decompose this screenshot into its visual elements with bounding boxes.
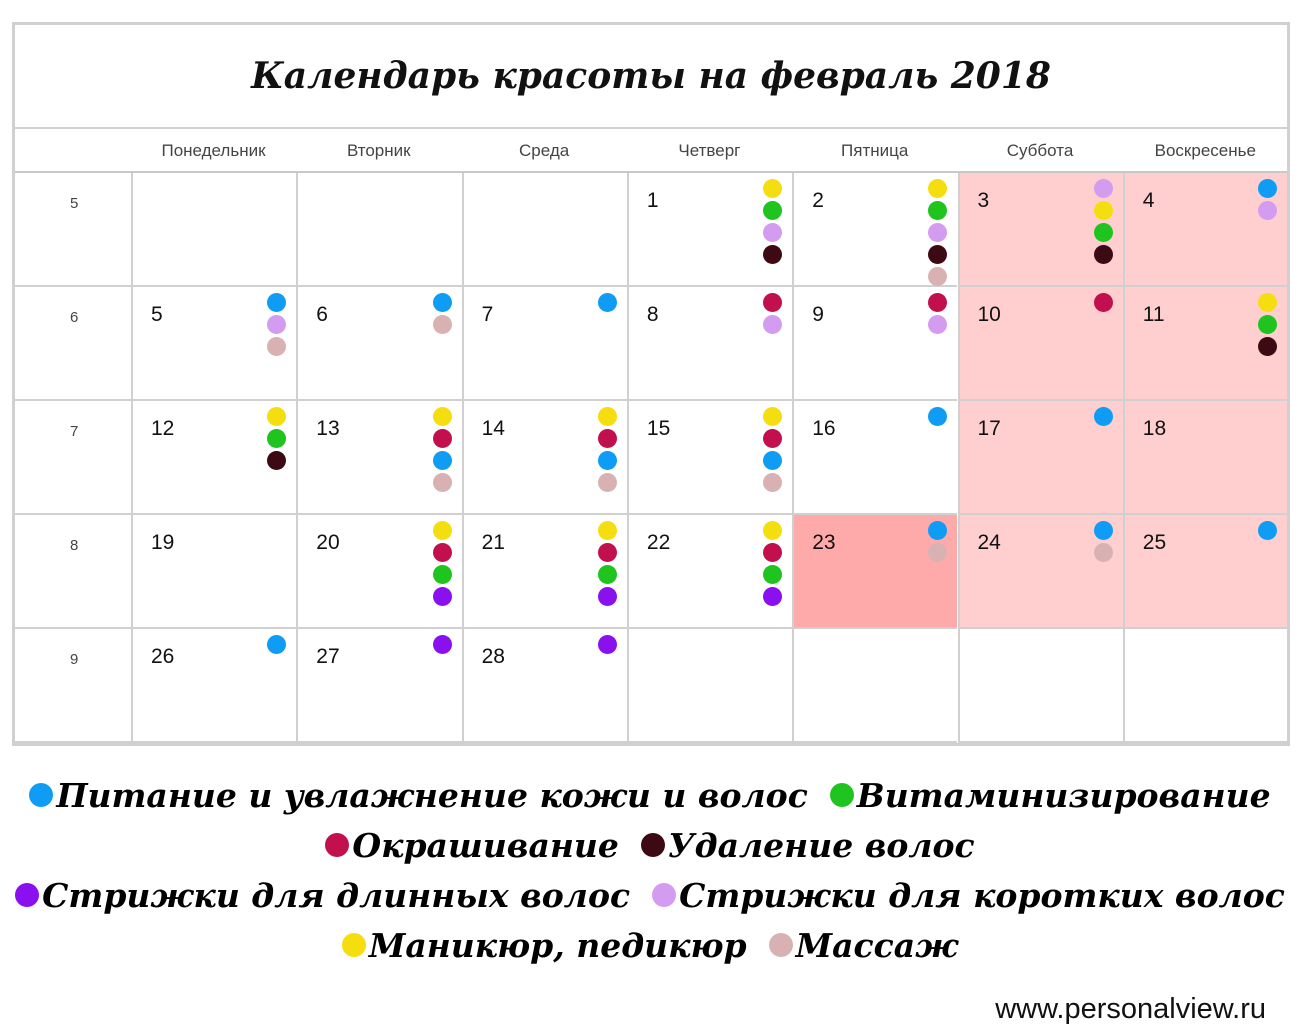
day-cell (627, 401, 792, 515)
activity-dot-long-haircut (598, 587, 617, 606)
activity-dot-long-haircut (598, 635, 617, 654)
weekday-header: Воскресенье (1154, 141, 1256, 160)
legend-dot-manicure (342, 933, 366, 957)
activity-dots (928, 407, 947, 426)
page-title: Календарь красоты на февраль 2018 (15, 25, 1287, 129)
day-number: 23 (812, 531, 836, 554)
legend-dot-short-haircut (652, 883, 676, 907)
activity-dot-nourish (763, 451, 782, 470)
activity-dot-manicure (433, 407, 452, 426)
day-cell (296, 173, 461, 287)
activity-dots (598, 521, 617, 606)
activity-dots (928, 521, 947, 562)
activity-dot-nourish (928, 521, 947, 540)
activity-dots (1094, 521, 1113, 562)
activity-dot-vitamin (1258, 315, 1277, 334)
day-cell (792, 287, 957, 401)
day-cell (1123, 515, 1287, 629)
legend-label: Окрашивание (352, 825, 619, 865)
activity-dot-manicure (433, 521, 452, 540)
day-number: 22 (646, 531, 671, 554)
day-number: 11 (1142, 303, 1165, 326)
activity-dots (1258, 521, 1277, 540)
day-number: 8 (646, 303, 659, 326)
legend-label: Удаление волос (667, 825, 975, 865)
activity-dot-short-haircut (267, 315, 286, 334)
activity-dot-vitamin (267, 429, 286, 448)
day-number: 16 (812, 417, 836, 440)
activity-dot-coloring (433, 429, 452, 448)
legend-item (15, 876, 630, 915)
activity-dot-manicure (763, 407, 782, 426)
activity-dot-short-haircut (1258, 201, 1277, 220)
day-number: 3 (977, 189, 990, 212)
weekday-header: Вторник (346, 141, 411, 160)
day-cell (792, 629, 957, 743)
day-cell (296, 515, 461, 629)
activity-dot-coloring (763, 293, 782, 312)
activity-dot-manicure (598, 407, 617, 426)
activity-dot-nourish (1258, 521, 1277, 540)
activity-dots (433, 635, 452, 654)
legend-label: Витаминизирование (856, 775, 1271, 815)
day-cell (462, 173, 627, 287)
day-cell (792, 401, 957, 515)
activity-dot-hair-removal (1258, 337, 1277, 356)
day-cell (1123, 629, 1287, 743)
day-cell (131, 287, 296, 401)
calendar (12, 22, 1290, 746)
activity-dots (763, 293, 782, 334)
day-cell (627, 173, 792, 287)
activity-dot-manicure (763, 179, 782, 198)
weekday-header: Пятница (841, 141, 909, 160)
activity-dot-massage (433, 315, 452, 334)
activity-dots (1094, 179, 1113, 264)
activity-dot-hair-removal (267, 451, 286, 470)
activity-dots (267, 635, 286, 654)
activity-dot-long-haircut (433, 587, 452, 606)
day-number: 18 (1142, 417, 1167, 440)
activity-dots (763, 521, 782, 606)
activity-dot-nourish (1094, 407, 1113, 426)
activity-dot-hair-removal (763, 245, 782, 264)
legend-label: Массаж (795, 925, 959, 965)
legend-line (0, 820, 1300, 870)
activity-dot-vitamin (433, 565, 452, 584)
day-number: 5 (151, 303, 163, 326)
activity-dot-vitamin (928, 201, 947, 220)
day-cell (462, 401, 627, 515)
activity-dot-manicure (928, 179, 947, 198)
legend-dot-nourish (29, 783, 53, 807)
day-number: 25 (1142, 531, 1167, 554)
day-number: 20 (316, 531, 340, 554)
legend-dot-long-haircut (15, 883, 39, 907)
day-cell (131, 515, 296, 629)
activity-dot-massage (928, 267, 947, 286)
day-cell (792, 515, 957, 629)
day-cell (296, 401, 461, 515)
activity-dot-manicure (267, 407, 286, 426)
weekday-header: Понедельник (161, 141, 266, 160)
activity-dot-coloring (928, 293, 947, 312)
week-number: 8 (70, 537, 79, 554)
activity-dot-vitamin (1094, 223, 1113, 242)
activity-dot-nourish (598, 451, 617, 470)
day-cell (958, 401, 1123, 515)
legend-item (641, 826, 975, 865)
activity-dot-nourish (433, 451, 452, 470)
day-number: 26 (151, 645, 175, 668)
week-number: 6 (70, 309, 79, 326)
activity-dot-coloring (763, 543, 782, 562)
day-cell (296, 629, 461, 743)
weekday-header-row (15, 129, 1287, 173)
legend-label: Стрижки для длинных волос (42, 875, 631, 915)
legend-item (769, 926, 959, 965)
day-number: 2 (812, 189, 824, 212)
day-cell (1123, 401, 1287, 515)
activity-dot-hair-removal (1094, 245, 1113, 264)
legend-label: Маникюр, педикюр (368, 925, 747, 965)
activity-dots (433, 293, 452, 334)
activity-dot-manicure (1258, 293, 1277, 312)
day-number: 17 (977, 417, 1001, 440)
activity-dot-manicure (1094, 201, 1113, 220)
row-divider (15, 741, 131, 743)
activity-dot-nourish (1258, 179, 1277, 198)
legend-item (325, 826, 619, 865)
activity-dot-short-haircut (928, 223, 947, 242)
day-number: 14 (481, 417, 505, 440)
legend-dot-massage (769, 933, 793, 957)
day-cell (131, 173, 296, 287)
week-number: 5 (70, 195, 79, 212)
day-cell (1123, 173, 1287, 287)
day-cell (627, 287, 792, 401)
day-number: 6 (316, 303, 328, 326)
day-number: 9 (812, 303, 824, 326)
day-number: 24 (977, 531, 1001, 554)
activity-dot-massage (763, 473, 782, 492)
activity-dot-manicure (763, 521, 782, 540)
day-number: 12 (151, 417, 175, 440)
activity-dots (1094, 407, 1113, 426)
activity-dot-long-haircut (763, 587, 782, 606)
day-cell (131, 401, 296, 515)
activity-dots (598, 407, 617, 492)
day-number: 13 (316, 417, 340, 440)
day-number: 15 (646, 417, 671, 440)
week-number: 7 (70, 423, 79, 440)
day-number: 27 (316, 645, 340, 668)
activity-dots (1094, 293, 1113, 312)
activity-dot-massage (928, 543, 947, 562)
activity-dots (763, 407, 782, 492)
day-number: 19 (151, 531, 175, 554)
activity-dots (1258, 179, 1277, 220)
website-link: www.personalview.ru (995, 993, 1266, 1025)
activity-dots (433, 521, 452, 606)
activity-dots (433, 407, 452, 492)
weekday-header: Четверг (678, 141, 741, 160)
activity-dots (763, 179, 782, 264)
legend-line (0, 920, 1300, 970)
activity-dot-short-haircut (763, 223, 782, 242)
day-cell (958, 287, 1123, 401)
activity-dot-nourish (267, 293, 286, 312)
activity-dots (267, 407, 286, 470)
activity-dots (928, 293, 947, 334)
legend-label: Питание и увлажнение кожи и волос (56, 775, 808, 815)
activity-dots (928, 179, 947, 286)
day-cell (958, 515, 1123, 629)
day-cell (462, 515, 627, 629)
legend-line (0, 870, 1300, 920)
day-cell (462, 629, 627, 743)
activity-dot-nourish (267, 635, 286, 654)
activity-dot-short-haircut (928, 315, 947, 334)
weekday-header: Суббота (1006, 141, 1074, 160)
activity-dot-coloring (598, 543, 617, 562)
activity-dots (598, 635, 617, 654)
legend-dot-hair-removal (641, 833, 665, 857)
legend-line (0, 770, 1300, 820)
legend-label: Стрижки для коротких волос (679, 875, 1285, 915)
day-number: 4 (1142, 189, 1155, 212)
activity-dot-coloring (1094, 293, 1113, 312)
day-cell (131, 629, 296, 743)
activity-dot-long-haircut (433, 635, 452, 654)
activity-dot-manicure (598, 521, 617, 540)
day-number: 21 (481, 531, 505, 554)
activity-dot-nourish (598, 293, 617, 312)
activity-dots (1258, 293, 1277, 356)
activity-dot-short-haircut (1094, 179, 1113, 198)
day-number: 7 (481, 303, 494, 326)
activity-dot-coloring (763, 429, 782, 448)
day-cell (296, 287, 461, 401)
activity-dot-vitamin (763, 565, 782, 584)
activity-dot-nourish (433, 293, 452, 312)
activity-dot-nourish (928, 407, 947, 426)
activity-dots (267, 293, 286, 356)
legend-item (29, 776, 807, 815)
activity-dot-massage (598, 473, 617, 492)
day-cell (1123, 287, 1287, 401)
legend-item (342, 926, 747, 965)
activity-dot-vitamin (598, 565, 617, 584)
day-cell (627, 515, 792, 629)
activity-dot-nourish (1094, 521, 1113, 540)
day-cell (462, 287, 627, 401)
legend-dot-coloring (325, 833, 349, 857)
activity-dot-massage (1094, 543, 1113, 562)
day-number: 28 (481, 645, 505, 668)
day-cell (958, 173, 1123, 287)
activity-dots (598, 293, 617, 312)
activity-dot-vitamin (763, 201, 782, 220)
activity-dot-massage (267, 337, 286, 356)
activity-dot-short-haircut (763, 315, 782, 334)
day-number: 1 (646, 189, 659, 212)
week-number: 9 (70, 651, 79, 668)
activity-dot-massage (433, 473, 452, 492)
day-cell (958, 629, 1123, 743)
day-number: 10 (977, 303, 1001, 326)
activity-dot-hair-removal (928, 245, 947, 264)
activity-dot-coloring (433, 543, 452, 562)
legend-item (830, 776, 1271, 815)
legend-item (652, 876, 1285, 915)
day-cell (627, 629, 792, 743)
day-cell (792, 173, 957, 287)
legend (0, 770, 1300, 970)
activity-dot-coloring (598, 429, 617, 448)
weekday-header: Среда (519, 141, 570, 160)
legend-dot-vitamin (830, 783, 854, 807)
